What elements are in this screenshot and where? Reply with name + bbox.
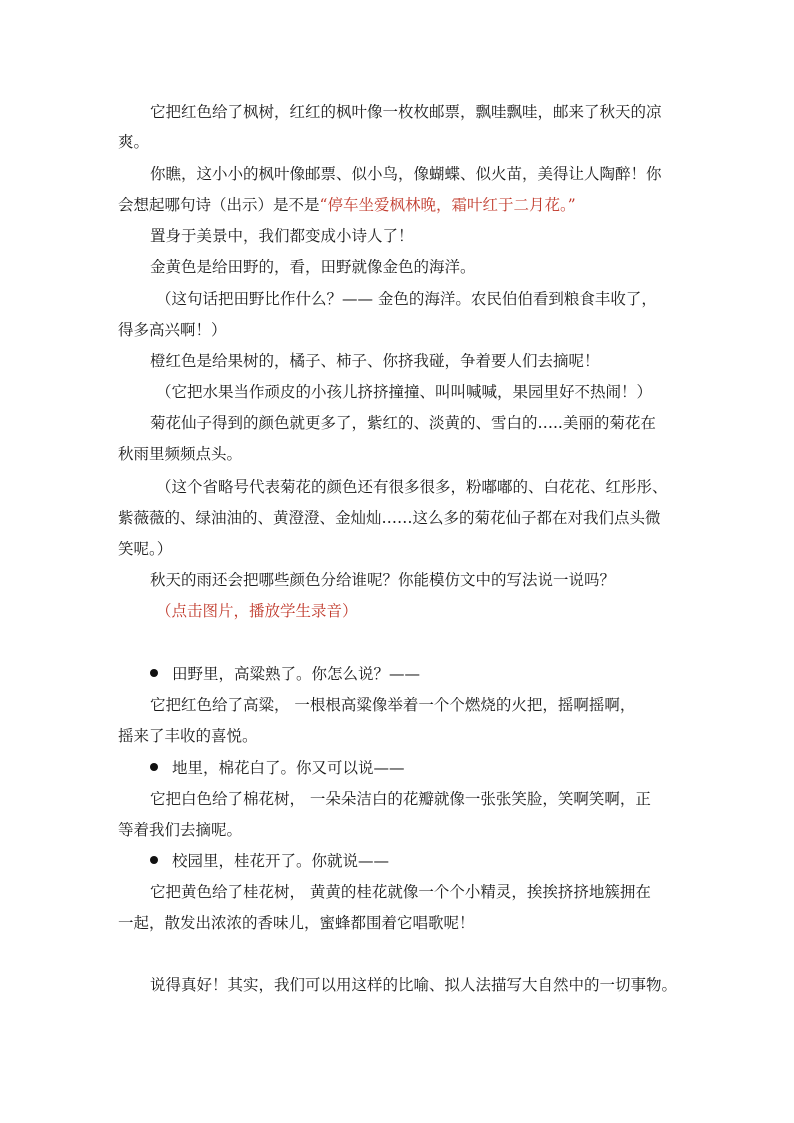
bullet-prompt: 校园里，桂花开了。你就说—— — [172, 852, 390, 870]
paragraph-ellipsis-note-line2: 紫薇薇的、绿油油的、黄澄澄、金灿灿……这么多的菊花仙子都在对我们点头微 — [118, 509, 661, 527]
bullet-dot-icon — [150, 763, 158, 771]
paragraph-chrysanthemum-line2: 秋雨里频频点头。 — [118, 445, 243, 463]
bullet-answer-line2: 一起，散发出浓浓的香味儿，蜜蜂都围着它唱歌呢！ — [118, 914, 475, 932]
paragraph-look-line1: 你瞧，这小小的枫叶像邮票、似小鸟，像蝴蝶、似火苗，美得让人陶醉！你 — [150, 165, 662, 183]
bullet-answer-line2: 摇来了丰收的喜悦。 — [118, 727, 258, 745]
bullet-prompt: 田野里，高粱熟了。你怎么说？—— — [172, 665, 421, 683]
paragraph-ellipsis-note-line1: （这个省略号代表菊花的颜色还有很多很多，粉嘟嘟的、白花花、红彤彤、 — [156, 478, 668, 496]
paragraph-poets: 置身于美景中，我们都变成小诗人了！ — [150, 227, 414, 245]
bullet-prompt: 地里，棉花白了。你又可以说—— — [172, 759, 405, 777]
bullet-answer-line1: 它把白色给了棉花树， 一朵朵洁白的花瓣就像一张张笑脸，笑啊笑啊，正 — [150, 790, 651, 808]
poem-question: 会想起哪句诗（出示）是不是 — [118, 196, 320, 214]
bullet-item-osmanthus — [150, 850, 389, 872]
paragraph-question: 秋天的雨还会把哪些颜色分给谁呢？你能模仿文中的写法说一说吗？ — [150, 571, 616, 589]
bullet-item-cotton — [150, 757, 405, 779]
paragraph-orange-tree: 橙红色是给果树的，橘子、柿子、你挤我碰，争着要人们去摘呢！ — [150, 352, 600, 370]
bullet-answer-line2: 等着我们去摘呢。 — [118, 821, 243, 839]
paragraph-field-note-line1: （这句话把田野比作什么？—— 金色的海洋。农民伯伯看到粮食丰收了， — [156, 290, 657, 308]
closing-paragraph: 说得真好！其实，我们可以用这样的比喻、拟人法描写大自然中的一切事物。 — [150, 976, 678, 994]
paragraph-fruit-note: （它把水果当作顽皮的小孩儿挤挤撞撞、叫叫喊喊，果园里好不热闹！） — [156, 383, 653, 401]
paragraph-maple-line2: 爽。 — [118, 133, 150, 151]
audio-instruction[interactable]: （点击图片，播放学生录音） — [156, 602, 358, 620]
bullet-dot-icon — [150, 669, 158, 677]
paragraph-look-line2 — [118, 194, 576, 216]
paragraph-field-note-line2: 得多高兴啊！） — [118, 321, 227, 339]
poem-quote: “停车坐爱枫林晚，霜叶红于二月花。” — [319, 196, 576, 214]
paragraph-chrysanthemum-line1: 菊花仙子得到的颜色就更多了，紫红的、淡黄的、雪白的…..美丽的菊花在 — [150, 414, 656, 432]
bullet-dot-icon — [150, 856, 158, 864]
bullet-answer-line1: 它把黄色给了桂花树， 黄黄的桂花就像一个个小精灵，挨挨挤挤地簇拥在 — [150, 883, 651, 901]
bullet-item-sorghum — [150, 663, 420, 685]
paragraph-maple-line1: 它把红色给了枫树，红红的枫叶像一枚枚邮票，飘哇飘哇，邮来了秋天的凉 — [150, 103, 662, 121]
paragraph-golden-field: 金黄色是给田野的，看，田野就像金色的海洋。 — [150, 258, 476, 276]
paragraph-ellipsis-note-line3: 笑呢。） — [118, 540, 173, 558]
bullet-answer-line1: 它把红色给了高粱， 一根根高粱像举着一个个燃烧的火把，摇啊摇啊， — [150, 696, 636, 714]
